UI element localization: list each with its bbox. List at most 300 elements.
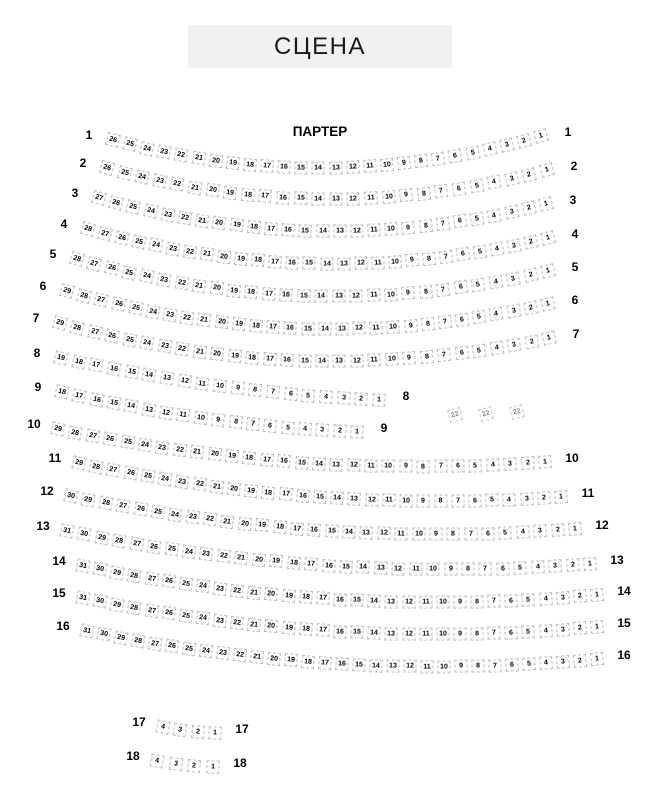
seat[interactable]: 23 bbox=[155, 440, 170, 455]
seat[interactable]: 30 bbox=[96, 627, 111, 642]
seat[interactable]: 1 bbox=[208, 726, 221, 739]
seat[interactable]: 11 bbox=[364, 459, 377, 472]
seat[interactable]: 18 bbox=[243, 158, 257, 172]
seat[interactable]: 29 bbox=[110, 565, 125, 580]
seat[interactable]: 4 bbox=[516, 525, 530, 539]
seat[interactable]: 3 bbox=[556, 591, 570, 605]
seat[interactable]: 1 bbox=[590, 620, 604, 634]
seat[interactable]: 17 bbox=[264, 222, 278, 236]
seat[interactable]: 5 bbox=[472, 310, 487, 325]
seat[interactable]: 2 bbox=[573, 653, 587, 667]
seat[interactable]: 4 bbox=[487, 175, 502, 190]
seat[interactable]: 4 bbox=[489, 241, 504, 256]
seat[interactable]: 8 bbox=[422, 252, 436, 266]
seat[interactable]: 15 bbox=[301, 322, 314, 335]
seat[interactable]: 7 bbox=[479, 562, 492, 575]
seat[interactable]: 14 bbox=[369, 659, 382, 672]
seat[interactable]: 14 bbox=[368, 626, 381, 639]
seat[interactable]: 8 bbox=[470, 627, 483, 640]
seat[interactable]: 13 bbox=[385, 595, 398, 608]
seat[interactable]: 2 bbox=[523, 300, 538, 315]
seat[interactable]: 17 bbox=[304, 557, 318, 571]
seat[interactable]: 24 bbox=[168, 507, 183, 522]
seat[interactable]: 20 bbox=[238, 516, 252, 530]
seat[interactable]: 5 bbox=[301, 388, 315, 402]
seat[interactable]: 10 bbox=[427, 563, 440, 576]
seat[interactable]: 11 bbox=[364, 191, 378, 205]
seat[interactable]: 1 bbox=[540, 263, 556, 279]
seat[interactable]: 15 bbox=[298, 354, 311, 367]
seat[interactable]: 24 bbox=[148, 238, 163, 253]
seat[interactable]: 8 bbox=[421, 317, 435, 331]
seat[interactable]: 4 bbox=[486, 458, 500, 472]
seat[interactable]: 8 bbox=[414, 154, 429, 169]
seat[interactable]: 9 bbox=[399, 188, 413, 202]
seat[interactable]: 26 bbox=[133, 502, 148, 517]
seat[interactable]: 3 bbox=[520, 492, 534, 506]
seat[interactable]: 27 bbox=[87, 324, 103, 340]
seat[interactable]: 31 bbox=[79, 623, 94, 638]
seat[interactable]: 15 bbox=[352, 658, 366, 672]
seat[interactable]: 13 bbox=[332, 290, 345, 303]
seat[interactable]: 8 bbox=[434, 495, 447, 508]
seat[interactable]: 9 bbox=[211, 413, 226, 428]
seat[interactable]: 1 bbox=[540, 296, 556, 312]
seat[interactable]: 16 bbox=[281, 223, 295, 237]
seat[interactable]: 14 bbox=[142, 368, 157, 383]
seat[interactable]: 30 bbox=[77, 527, 92, 542]
seat[interactable]: 11 bbox=[369, 321, 383, 335]
seat[interactable]: 6 bbox=[284, 387, 298, 401]
seat[interactable]: 26 bbox=[161, 574, 176, 589]
seat[interactable]: 18 bbox=[272, 520, 286, 534]
seat[interactable]: 4 bbox=[489, 307, 504, 322]
seat[interactable]: 5 bbox=[514, 561, 527, 574]
special-seat[interactable]: 22 bbox=[509, 404, 525, 420]
seat[interactable]: 3 bbox=[503, 457, 517, 471]
seat[interactable]: 3 bbox=[506, 304, 521, 319]
seat[interactable]: 9 bbox=[402, 351, 416, 365]
seat[interactable]: 15 bbox=[295, 161, 308, 174]
seat[interactable]: 24 bbox=[139, 269, 154, 284]
seat[interactable]: 27 bbox=[116, 499, 131, 514]
seat[interactable]: 19 bbox=[284, 653, 298, 667]
seat[interactable]: 20 bbox=[209, 281, 224, 296]
seat[interactable]: 25 bbox=[140, 469, 155, 484]
seat[interactable]: 11 bbox=[382, 494, 395, 507]
seat[interactable]: 30 bbox=[93, 562, 108, 577]
seat[interactable]: 20 bbox=[264, 587, 278, 601]
seat[interactable]: 14 bbox=[357, 561, 371, 575]
seat[interactable]: 2 bbox=[521, 200, 537, 216]
seat[interactable]: 20 bbox=[252, 553, 266, 567]
seat[interactable]: 29 bbox=[113, 630, 128, 645]
seat[interactable]: 26 bbox=[105, 132, 121, 148]
seat[interactable]: 6 bbox=[481, 527, 494, 540]
seat[interactable]: 25 bbox=[182, 641, 197, 656]
seat[interactable]: 13 bbox=[386, 659, 399, 672]
seat[interactable]: 2 bbox=[521, 456, 535, 470]
seat[interactable]: 12 bbox=[346, 161, 360, 175]
seat[interactable]: 19 bbox=[269, 554, 283, 568]
seat[interactable]: 14 bbox=[318, 322, 331, 335]
special-seat[interactable]: 22 bbox=[478, 406, 494, 422]
seat[interactable]: 7 bbox=[451, 495, 464, 508]
seat[interactable]: 17 bbox=[260, 159, 274, 173]
seat[interactable]: 3 bbox=[505, 271, 520, 286]
seat[interactable]: 22 bbox=[233, 648, 247, 662]
seat[interactable]: 20 bbox=[208, 154, 223, 169]
seat[interactable]: 9 bbox=[401, 286, 415, 300]
seat[interactable]: 19 bbox=[226, 156, 240, 170]
seat[interactable]: 9 bbox=[453, 596, 466, 609]
seat[interactable]: 7 bbox=[246, 417, 260, 431]
seat[interactable]: 3 bbox=[173, 723, 188, 738]
seat[interactable]: 10 bbox=[382, 460, 395, 473]
seat[interactable]: 15 bbox=[297, 289, 310, 302]
seat[interactable]: 10 bbox=[384, 222, 398, 236]
seat[interactable]: 8 bbox=[471, 659, 484, 672]
seat[interactable]: 22 bbox=[230, 615, 244, 629]
seat[interactable]: 12 bbox=[352, 322, 365, 335]
seat[interactable]: 16 bbox=[277, 160, 291, 174]
seat[interactable]: 4 bbox=[155, 719, 170, 734]
seat[interactable]: 23 bbox=[157, 272, 172, 287]
seat[interactable]: 9 bbox=[417, 495, 430, 508]
seat[interactable]: 6 bbox=[263, 419, 277, 433]
seat[interactable]: 11 bbox=[368, 353, 382, 367]
seat[interactable]: 15 bbox=[325, 524, 339, 538]
seat[interactable]: 8 bbox=[418, 219, 432, 233]
seat[interactable]: 17 bbox=[316, 624, 330, 638]
seat[interactable]: 7 bbox=[487, 627, 500, 640]
seat[interactable]: 14 bbox=[315, 354, 328, 367]
seat[interactable]: 24 bbox=[143, 203, 158, 218]
seat[interactable]: 12 bbox=[347, 459, 360, 472]
seat[interactable]: 28 bbox=[89, 459, 104, 474]
seat[interactable]: 26 bbox=[147, 539, 162, 554]
seat[interactable]: 16 bbox=[286, 256, 300, 270]
seat[interactable]: 22 bbox=[203, 512, 218, 527]
seat[interactable]: 10 bbox=[380, 158, 394, 172]
seat[interactable]: 25 bbox=[122, 265, 138, 281]
seat[interactable]: 26 bbox=[108, 195, 124, 211]
seat[interactable]: 10 bbox=[384, 288, 398, 302]
seat[interactable]: 21 bbox=[209, 479, 224, 494]
seat[interactable]: 21 bbox=[191, 151, 206, 166]
seat[interactable]: 25 bbox=[150, 505, 165, 520]
seat[interactable]: 7 bbox=[434, 184, 449, 199]
seat[interactable]: 5 bbox=[469, 459, 482, 472]
seat[interactable]: 10 bbox=[436, 596, 449, 609]
seat[interactable]: 15 bbox=[124, 365, 139, 380]
seat[interactable]: 20 bbox=[210, 347, 224, 361]
seat[interactable]: 29 bbox=[59, 283, 75, 299]
seat[interactable]: 14 bbox=[368, 594, 381, 607]
seat[interactable]: 28 bbox=[98, 495, 113, 510]
seat[interactable]: 1 bbox=[583, 557, 597, 571]
seat[interactable]: 15 bbox=[299, 224, 312, 237]
seat[interactable]: 27 bbox=[86, 256, 102, 272]
seat[interactable]: 18 bbox=[301, 655, 315, 669]
seat[interactable]: 24 bbox=[196, 611, 211, 626]
seat[interactable]: 24 bbox=[196, 579, 211, 594]
seat[interactable]: 21 bbox=[220, 514, 234, 528]
seat[interactable]: 4 bbox=[487, 208, 502, 223]
seat[interactable]: 22 bbox=[170, 177, 185, 192]
seat[interactable]: 5 bbox=[470, 211, 485, 226]
seat[interactable]: 18 bbox=[247, 220, 261, 234]
seat[interactable]: 5 bbox=[281, 421, 295, 435]
seat[interactable]: 22 bbox=[172, 443, 187, 458]
seat[interactable]: 26 bbox=[165, 639, 180, 654]
seat[interactable]: 13 bbox=[329, 161, 342, 174]
seat[interactable]: 11 bbox=[420, 660, 433, 673]
seat[interactable]: 3 bbox=[548, 559, 562, 573]
seat[interactable]: 1 bbox=[538, 196, 554, 212]
seat[interactable]: 7 bbox=[431, 151, 446, 166]
seat[interactable]: 23 bbox=[213, 581, 228, 596]
seat[interactable]: 11 bbox=[409, 562, 422, 575]
seat[interactable]: 2 bbox=[354, 392, 368, 406]
seat[interactable]: 12 bbox=[403, 660, 416, 673]
seat[interactable]: 12 bbox=[350, 224, 363, 237]
seat[interactable]: 26 bbox=[111, 296, 127, 312]
seat[interactable]: 9 bbox=[453, 628, 466, 641]
seat[interactable]: 3 bbox=[337, 391, 351, 405]
seat[interactable]: 11 bbox=[363, 159, 377, 173]
seat[interactable]: 9 bbox=[401, 221, 415, 235]
seat[interactable]: 8 bbox=[470, 595, 483, 608]
seat[interactable]: 3 bbox=[506, 238, 521, 253]
seat[interactable]: 2 bbox=[524, 334, 539, 349]
seat[interactable]: 7 bbox=[439, 249, 454, 264]
seat[interactable]: 21 bbox=[192, 344, 207, 359]
seat[interactable]: 19 bbox=[282, 589, 296, 603]
seat[interactable]: 2 bbox=[523, 234, 539, 250]
seat[interactable]: 16 bbox=[307, 523, 321, 537]
seat[interactable]: 17 bbox=[72, 388, 87, 403]
seat[interactable]: 5 bbox=[522, 625, 536, 639]
seat[interactable]: 15 bbox=[295, 456, 309, 470]
seat[interactable]: 5 bbox=[522, 657, 536, 671]
seat[interactable]: 6 bbox=[448, 148, 463, 163]
seat[interactable]: 8 bbox=[461, 563, 474, 576]
seat[interactable]: 13 bbox=[337, 257, 350, 270]
seat[interactable]: 26 bbox=[105, 328, 121, 344]
seat[interactable]: 25 bbox=[128, 300, 143, 315]
seat[interactable]: 25 bbox=[126, 199, 142, 215]
seat[interactable]: 19 bbox=[227, 283, 241, 297]
seat[interactable]: 10 bbox=[437, 660, 450, 673]
seat[interactable]: 27 bbox=[144, 571, 159, 586]
seat[interactable]: 26 bbox=[104, 261, 120, 277]
seat[interactable]: 20 bbox=[214, 315, 228, 329]
seat[interactable]: 19 bbox=[255, 518, 269, 532]
seat[interactable]: 22 bbox=[183, 244, 198, 259]
seat[interactable]: 13 bbox=[160, 371, 175, 386]
seat[interactable]: 12 bbox=[402, 627, 415, 640]
seat[interactable]: 14 bbox=[124, 399, 139, 414]
seat[interactable]: 24 bbox=[140, 336, 155, 351]
seat[interactable]: 8 bbox=[417, 460, 430, 473]
seat[interactable]: 17 bbox=[258, 189, 272, 203]
seat[interactable]: 27 bbox=[106, 462, 121, 477]
seat[interactable]: 19 bbox=[229, 218, 243, 232]
seat[interactable]: 1 bbox=[206, 760, 219, 773]
seat[interactable]: 15 bbox=[339, 560, 353, 574]
seat[interactable]: 14 bbox=[316, 224, 329, 237]
seat[interactable]: 9 bbox=[444, 563, 457, 576]
seat[interactable]: 4 bbox=[539, 656, 553, 670]
seat[interactable]: 2 bbox=[566, 558, 580, 572]
seat[interactable]: 13 bbox=[385, 627, 398, 640]
seat[interactable]: 23 bbox=[199, 547, 214, 562]
seat[interactable]: 5 bbox=[469, 178, 484, 193]
seat[interactable]: 21 bbox=[195, 213, 210, 228]
seat[interactable]: 1 bbox=[590, 588, 604, 602]
seat[interactable]: 26 bbox=[99, 160, 115, 176]
seat[interactable]: 16 bbox=[296, 489, 310, 503]
seat[interactable]: 24 bbox=[199, 644, 214, 659]
seat[interactable]: 13 bbox=[348, 492, 362, 506]
seat[interactable]: 27 bbox=[129, 536, 144, 551]
seat[interactable]: 19 bbox=[282, 621, 296, 635]
seat[interactable]: 16 bbox=[106, 361, 121, 376]
seat[interactable]: 7 bbox=[438, 315, 452, 329]
seat[interactable]: 21 bbox=[250, 650, 264, 664]
seat[interactable]: 17 bbox=[268, 255, 282, 269]
seat[interactable]: 21 bbox=[197, 313, 212, 328]
special-seat[interactable]: 22 bbox=[447, 407, 463, 423]
seat[interactable]: 13 bbox=[333, 354, 346, 367]
seat[interactable]: 14 bbox=[320, 257, 333, 270]
seat[interactable]: 2 bbox=[523, 267, 538, 282]
seat[interactable]: 14 bbox=[312, 457, 326, 471]
seat[interactable]: 9 bbox=[230, 381, 244, 395]
seat[interactable]: 18 bbox=[242, 451, 256, 465]
seat[interactable]: 20 bbox=[207, 447, 221, 461]
seat[interactable]: 6 bbox=[452, 181, 467, 196]
seat[interactable]: 2 bbox=[551, 523, 565, 537]
seat[interactable]: 4 bbox=[298, 422, 312, 436]
seat[interactable]: 7 bbox=[487, 595, 500, 608]
seat[interactable]: 2 bbox=[187, 759, 201, 773]
seat[interactable]: 5 bbox=[472, 244, 487, 259]
seat[interactable]: 6 bbox=[505, 658, 519, 672]
seat[interactable]: 6 bbox=[468, 494, 481, 507]
seat[interactable]: 11 bbox=[176, 408, 191, 423]
seat[interactable]: 6 bbox=[454, 346, 469, 361]
seat[interactable]: 16 bbox=[284, 321, 298, 335]
seat[interactable]: 4 bbox=[488, 274, 503, 289]
seat[interactable]: 17 bbox=[266, 320, 280, 334]
seat[interactable]: 23 bbox=[185, 510, 200, 525]
seat[interactable]: 13 bbox=[141, 402, 156, 417]
seat[interactable]: 15 bbox=[303, 257, 316, 270]
seat[interactable]: 19 bbox=[232, 317, 246, 331]
seat[interactable]: 27 bbox=[91, 190, 107, 206]
seat[interactable]: 14 bbox=[315, 290, 328, 303]
seat[interactable]: 7 bbox=[464, 527, 477, 540]
seat[interactable]: 23 bbox=[166, 241, 181, 256]
seat[interactable]: 6 bbox=[455, 313, 470, 328]
seat[interactable]: 28 bbox=[76, 288, 92, 304]
seat[interactable]: 17 bbox=[316, 592, 330, 606]
seat[interactable]: 8 bbox=[248, 383, 262, 397]
seat[interactable]: 26 bbox=[103, 431, 118, 446]
seat[interactable]: 26 bbox=[123, 466, 138, 481]
seat[interactable]: 16 bbox=[280, 353, 294, 367]
seat[interactable]: 2 bbox=[537, 491, 551, 505]
seat[interactable]: 12 bbox=[349, 289, 362, 302]
seat[interactable]: 9 bbox=[429, 528, 442, 541]
seat[interactable]: 25 bbox=[178, 577, 193, 592]
seat[interactable]: 11 bbox=[419, 596, 432, 609]
seat[interactable]: 1 bbox=[350, 425, 364, 439]
seat[interactable]: 4 bbox=[539, 624, 553, 638]
seat[interactable]: 5 bbox=[471, 277, 486, 292]
seat[interactable]: 10 bbox=[382, 190, 396, 204]
seat[interactable]: 17 bbox=[260, 453, 274, 467]
seat[interactable]: 20 bbox=[212, 216, 227, 231]
seat[interactable]: 9 bbox=[399, 460, 412, 473]
seat[interactable]: 20 bbox=[205, 183, 220, 198]
seat[interactable]: 1 bbox=[372, 393, 386, 407]
seat[interactable]: 18 bbox=[299, 590, 313, 604]
seat[interactable]: 16 bbox=[322, 559, 336, 573]
seat[interactable]: 18 bbox=[54, 384, 70, 400]
seat[interactable]: 25 bbox=[117, 165, 133, 181]
seat[interactable]: 4 bbox=[319, 390, 333, 404]
seat[interactable]: 12 bbox=[402, 595, 415, 608]
seat[interactable]: 23 bbox=[216, 646, 231, 661]
seat[interactable]: 29 bbox=[52, 315, 68, 331]
seat[interactable]: 22 bbox=[174, 148, 189, 163]
seat[interactable]: 1 bbox=[590, 652, 604, 666]
seat[interactable]: 4 bbox=[539, 592, 553, 606]
seat[interactable]: 29 bbox=[81, 492, 96, 507]
seat[interactable]: 15 bbox=[350, 594, 364, 608]
seat[interactable]: 31 bbox=[59, 523, 74, 538]
seat[interactable]: 3 bbox=[507, 337, 522, 352]
seat[interactable]: 29 bbox=[71, 455, 86, 470]
seat[interactable]: 17 bbox=[279, 487, 293, 501]
seat[interactable]: 20 bbox=[227, 482, 241, 496]
seat[interactable]: 10 bbox=[385, 352, 399, 366]
seat[interactable]: 21 bbox=[188, 180, 203, 195]
seat[interactable]: 17 bbox=[89, 358, 104, 373]
seat[interactable]: 18 bbox=[71, 354, 86, 369]
seat[interactable]: 2 bbox=[516, 133, 532, 149]
seat[interactable]: 28 bbox=[70, 320, 86, 336]
seat[interactable]: 10 bbox=[386, 320, 400, 334]
seat[interactable]: 6 bbox=[453, 280, 468, 295]
seat[interactable]: 18 bbox=[241, 188, 255, 202]
seat[interactable]: 31 bbox=[75, 590, 90, 605]
seat[interactable]: 10 bbox=[399, 494, 412, 507]
seat[interactable]: 19 bbox=[244, 484, 258, 498]
seat[interactable]: 2 bbox=[522, 167, 538, 183]
seat[interactable]: 3 bbox=[556, 655, 570, 669]
seat[interactable]: 10 bbox=[213, 379, 228, 394]
seat[interactable]: 7 bbox=[437, 348, 451, 362]
seat[interactable]: 24 bbox=[182, 544, 197, 559]
seat[interactable]: 28 bbox=[130, 633, 145, 648]
seat[interactable]: 15 bbox=[350, 626, 364, 640]
seat[interactable]: 16 bbox=[279, 288, 293, 302]
seat[interactable]: 8 bbox=[419, 285, 433, 299]
